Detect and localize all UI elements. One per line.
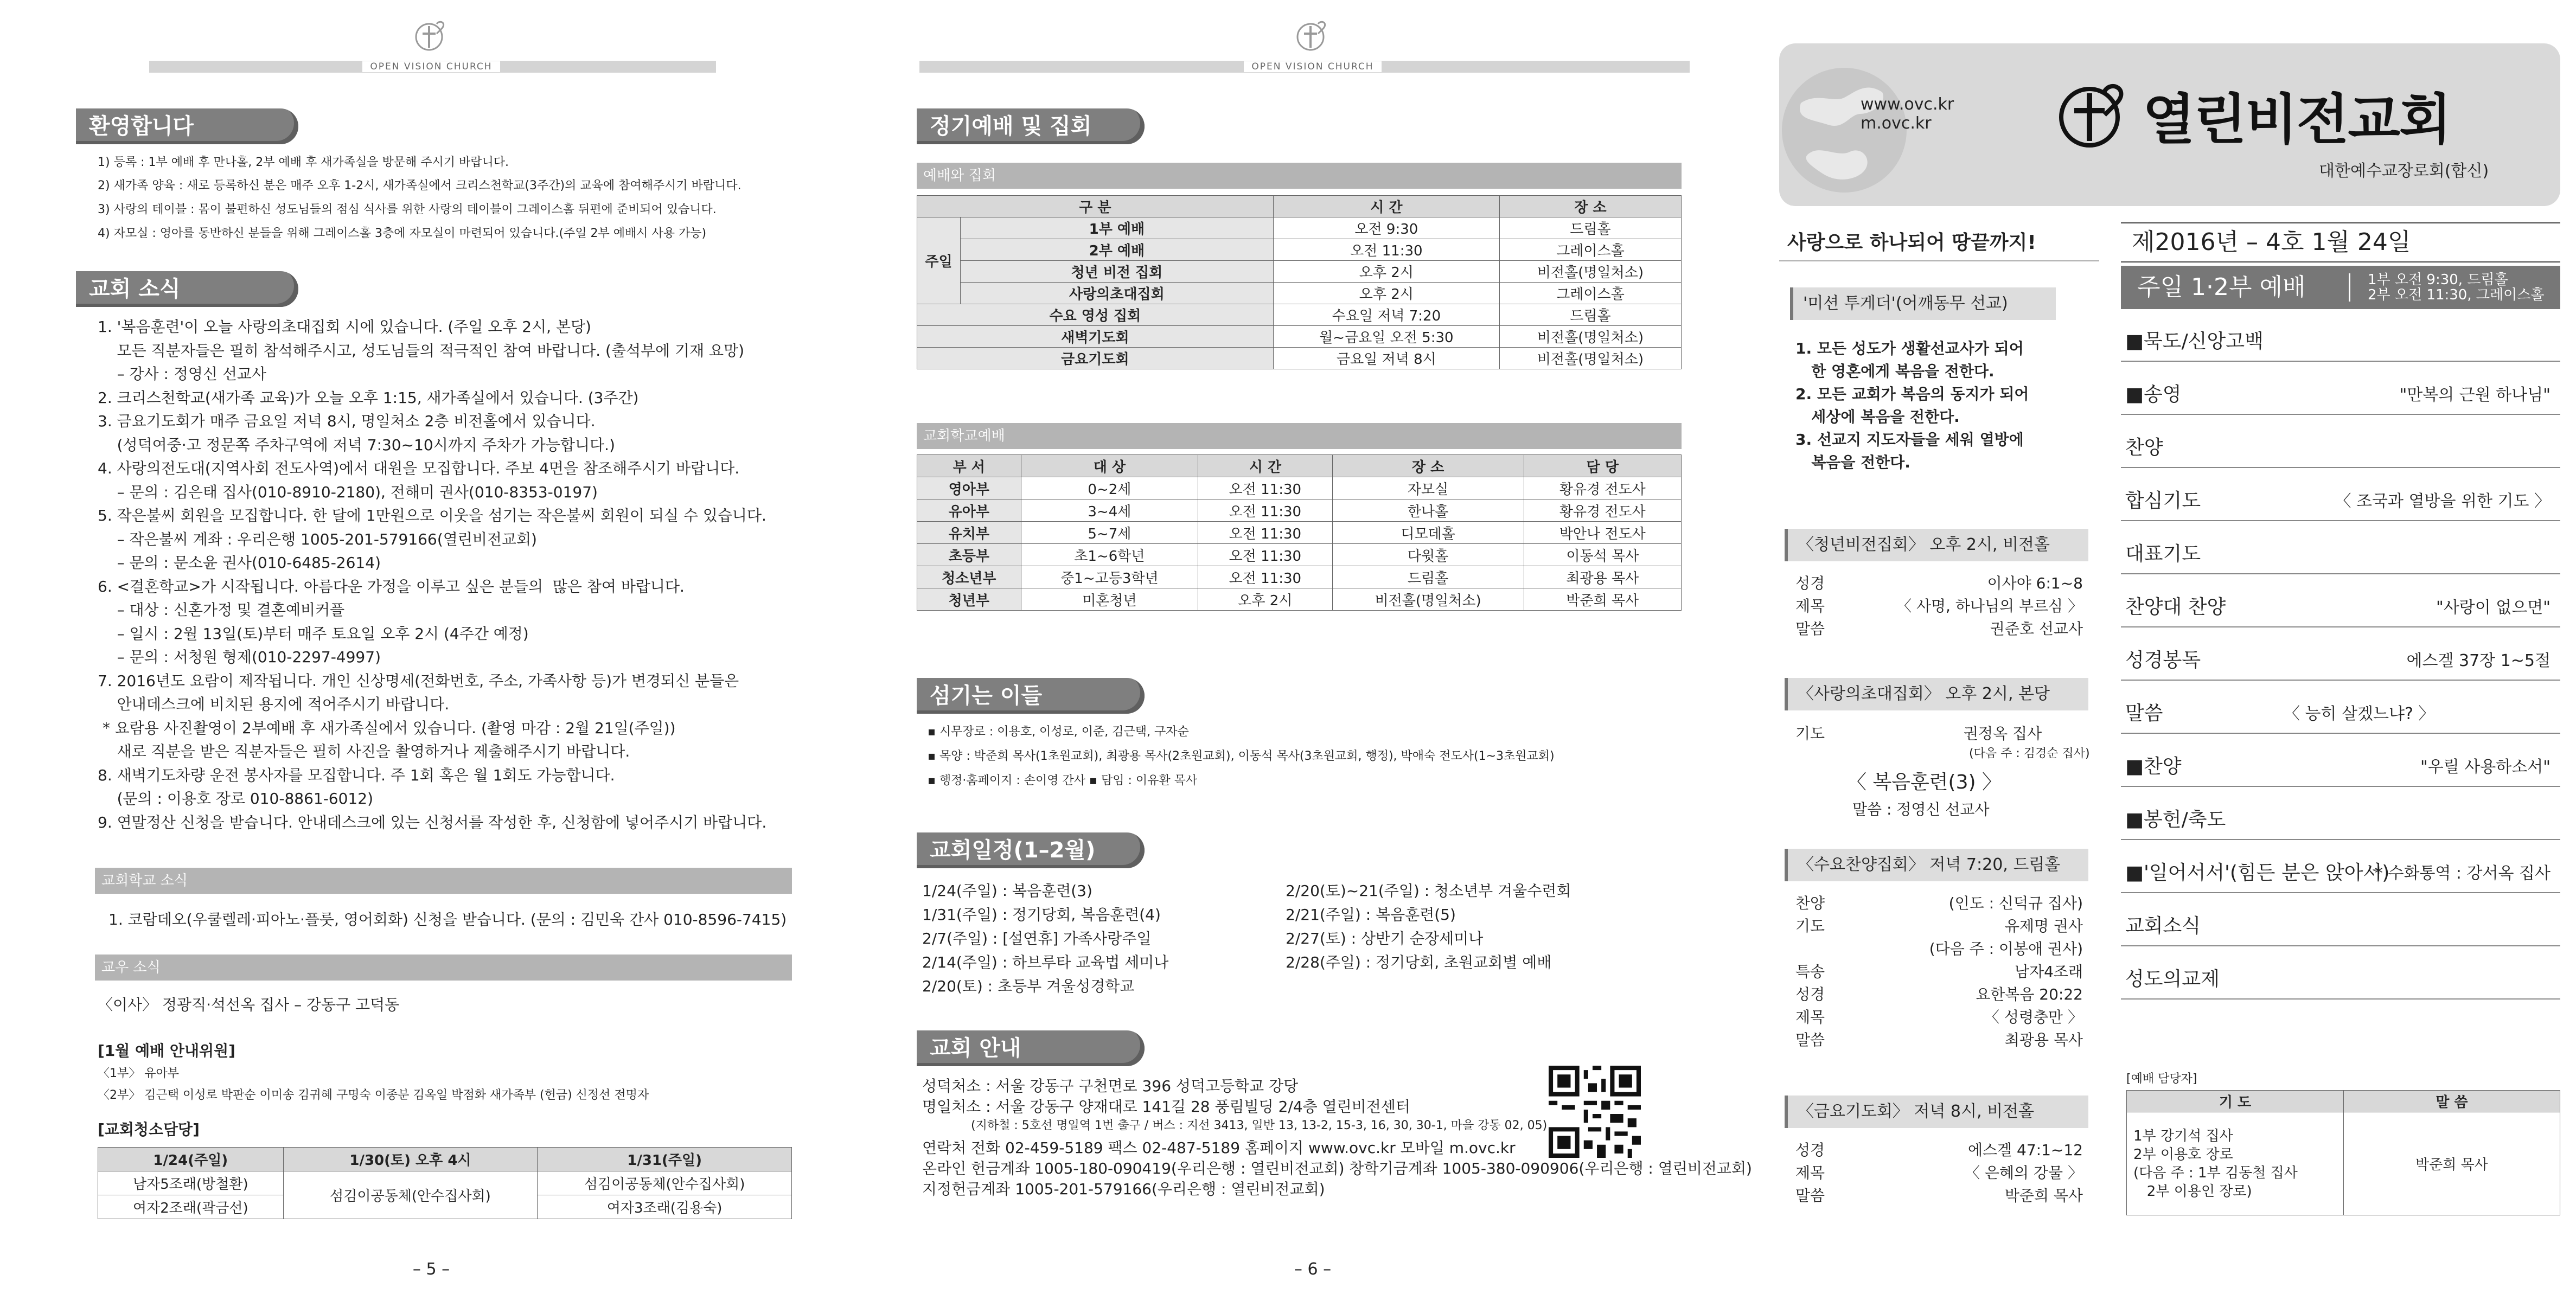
sch-cell: 5~7세 [1021, 522, 1198, 544]
member-subheading: 교우 소식 [95, 955, 792, 981]
divider [1779, 260, 2099, 261]
clean-cell: 여자2조래(곽금선) [98, 1195, 284, 1219]
worship-name: 사랑의초대집회 [961, 283, 1274, 304]
church-logo-icon [410, 16, 453, 54]
order-detail: 〈 조국과 열방을 위한 기도 〉 [2335, 492, 2551, 511]
clean-cell: 남자5조래(방철환) [98, 1171, 284, 1195]
school-worship-subheading: 교회학교예배 [917, 423, 1682, 449]
worship-place: 그레이스홀 [1499, 283, 1681, 304]
clean-cell: 섬김이공동체(안수집사회) [538, 1171, 792, 1195]
school-worship-table [917, 454, 1682, 611]
label: 말씀 [1795, 620, 1825, 638]
sch-head: 대 상 [1021, 455, 1198, 477]
calendar-item: 2/20(토)~21(주일) : 청소년부 겨울수련회 [1286, 882, 1571, 900]
mission-line: 3. 선교지 지도자들을 세워 열방에 [1795, 431, 2024, 449]
worship-place: 드림홀 [1499, 304, 1681, 326]
sch-dept: 초등부 [917, 544, 1021, 566]
news-line: (성덕여중·고 정문쪽 주차구역에 저녁 7:30~10시까지 주차가 가능합니다.) [98, 435, 615, 454]
news-line: – 일시 : 2월 13일(토)부터 매주 토요일 오후 2시 (4주간 예정) [98, 624, 529, 643]
order-row [2121, 578, 2560, 627]
inv-speaker: 말씀 : 정영신 선교사 [1852, 800, 1990, 818]
value: 최광용 목사 [2004, 1031, 2083, 1049]
sch-dept: 청년부 [917, 588, 1021, 611]
order-title: 〈 능히 살겠느냐? 〉 [2284, 704, 2435, 723]
sch-dept: 유아부 [917, 499, 1021, 522]
order-label: 합심기도 [2125, 490, 2201, 512]
worship-place: 그레이스홀 [1499, 239, 1681, 261]
label: 말씀 [1795, 1031, 1825, 1049]
sch-head: 시 간 [1198, 455, 1332, 477]
label: 성경 [1795, 574, 1825, 592]
duty-prayer-line: (다음 주 : 1부 김동철 집사 [2133, 1164, 2298, 1181]
servers-line: ▪ 행정·홈페이지 : 손이영 간사 ▪ 담임 : 이유환 목사 [928, 774, 1198, 787]
news-line: 5. 작은불씨 회원을 모집합니다. 한 달에 1만원으로 이웃을 섬기는 작은불씨 회원이 되실 수 있습니다. [98, 507, 766, 524]
guide-title: [1월 예배 안내위원] [98, 1042, 235, 1060]
sch-row [917, 588, 1682, 611]
sch-cell: 오전 11:30 [1198, 544, 1332, 566]
sch-cell: 자모실 [1332, 477, 1524, 499]
news-line: 4. 사랑의전도대(지역사회 전도사역)에서 대원을 모집합니다. 주보 4면을 참조해주시기 바랍니다. [98, 459, 740, 477]
value: 〈 은혜의 강물 〉 [1965, 1164, 2083, 1182]
sunday-label: 주일 [917, 217, 961, 304]
news-line: – 강사 : 정영신 선교사 [98, 365, 267, 383]
order-label: 말씀 [2125, 702, 2163, 725]
order-row [2121, 843, 2560, 893]
servers-line: ▪ 시무장로 : 이용호, 이성로, 이준, 김근택, 구자순 [928, 725, 1189, 739]
sch-cell: 황유경 전도사 [1524, 477, 1681, 499]
sch-cell: 0~2세 [1021, 477, 1198, 499]
clean-title: [교회청소담당] [98, 1120, 200, 1138]
info-line: 성덕처소 : 서울 강동구 구천면로 396 성덕고등학교 강당 [922, 1077, 1299, 1095]
duty-prayer-line: 1부 강기석 집사 [2133, 1128, 2233, 1144]
worship-place: 비전홀(명일처소) [1499, 348, 1681, 369]
label: 찬양 [1795, 894, 1825, 912]
order-row [2121, 524, 2560, 574]
sch-cell: 박준희 목사 [1524, 588, 1681, 611]
church-en-name: OPEN VISION CHURCH [862, 61, 1763, 73]
worship-time: 금요일 저녁 8시 [1273, 348, 1499, 369]
calendar-item: 2/28(주일) : 정기당회, 초원교회별 예배 [1286, 953, 1552, 971]
value: 〈 사명, 하나님의 부르심 〉 [1896, 597, 2083, 615]
sch-dept: 유치부 [917, 522, 1021, 544]
news-line: 8. 새벽기도차량 운전 봉사자를 모집합니다. 주 1회 혹은 월 1회도 가능합니다. [98, 766, 615, 784]
sch-cell: 오전 11:30 [1198, 522, 1332, 544]
order-row [2121, 684, 2560, 734]
worship-head: 장 소 [1499, 196, 1681, 217]
worship-time: 월~금요일 오전 5:30 [1273, 326, 1499, 348]
welcome-line: 3) 사랑의 테이블 : 몸이 불편하신 성도님들의 점심 식사를 위한 사랑의 테이블이 그레이스홀 뒤편에 준비되어 있습니다. [98, 203, 717, 216]
sch-cell: 오후 2시 [1198, 588, 1332, 611]
worship-name: 금요기도회 [917, 348, 1274, 369]
value: 남자4조래 [2014, 963, 2083, 981]
worship-time: 오후 2시 [1273, 261, 1499, 283]
school-news: 1. 코람데오(우쿨렐레·피아노·플룻, 영어회화) 신청을 받습니다. (문의 : 김민욱 간사 010-8596-7415) [108, 911, 787, 928]
denomination: 대한예수교장로회(합신) [2319, 162, 2489, 181]
calendar-item: 1/31(주일) : 정기당회, 복음훈련(4) [922, 906, 1161, 924]
sch-cell: 미혼청년 [1021, 588, 1198, 611]
order-row [2121, 896, 2560, 946]
order-detail: "우릴 사용하소서" [2420, 758, 2551, 777]
news-heading: 교회 소식 [76, 271, 298, 307]
duty-prayer [2127, 1112, 2344, 1215]
order-row [2121, 790, 2560, 840]
wednesday-heading: 〈수요찬양집회〉 저녁 7:20, 드림홀 [1785, 849, 2088, 881]
sch-cell: 중1~고등3학년 [1021, 566, 1198, 588]
sch-cell: 오전 11:30 [1198, 566, 1332, 588]
label: 말씀 [1795, 1187, 1825, 1205]
news-line: 모든 직분자들은 필히 참석해주시고, 성도님들의 적극적인 참여 바랍니다. (출석부에 기재 요망) [98, 341, 745, 360]
sch-cell: 드림홀 [1332, 566, 1524, 588]
order-row [2121, 950, 2560, 1000]
calendar-item: 2/21(주일) : 복음훈련(5) [1286, 906, 1456, 924]
news-line: 2. 크리스천학교(새가족 교육)가 오늘 오후 1:15, 새가족실에서 있습니다. (3주간) [98, 388, 639, 407]
info-line: (지하철 : 5호선 명일역 1번 출구 / 버스 : 지선 3413, 일반 13, 13-2, 15-3, 16, 30, 30-1, 마을 강동 02, 05) [971, 1119, 1548, 1132]
value: 에스겔 47:1~12 [1967, 1141, 2083, 1159]
calendar-item: 2/14(주일) : 하브루타 교육법 세미나 [922, 953, 1169, 971]
mission-heading: '미션 투게더'(어깨동무 선교) [1790, 287, 2056, 320]
guide-line: 〈1부〉 유아부 [98, 1067, 179, 1080]
invitation-heading: 〈사랑의초대집회〉 오후 2시, 본당 [1785, 678, 2088, 710]
news-line: – 대상 : 신혼가정 및 결혼예비커플 [98, 601, 345, 619]
worship-head: 시 간 [1273, 196, 1499, 217]
sch-cell: 다윗홀 [1332, 544, 1524, 566]
news-line: 7. 2016년도 요람이 제작됩니다. 개인 신상명세(전화번호, 주소, 가족사항 등)가 변경되신 분들은 [98, 671, 739, 690]
news-line: – 문의 : 문소윤 권사(010-6485-2614) [98, 554, 381, 572]
page-header [0, 16, 862, 76]
order-row [2121, 312, 2560, 362]
duty-head: 기 도 [2127, 1091, 2344, 1112]
label: 제목 [1795, 597, 1825, 615]
mission-line: 한 영혼에게 복음을 전한다. [1795, 362, 1995, 380]
value: 이사야 6:1~8 [1987, 574, 2083, 592]
order-label: ■봉헌/축도 [2125, 809, 2226, 831]
news-line: 9. 연말정산 신청을 받습니다. 안내데스크에 있는 신청서를 작성한 후, 신청함에 넣어주시기 바랍니다. [98, 813, 767, 831]
sch-row [917, 522, 1682, 544]
mission-line: 세상에 복음을 전한다. [1795, 408, 1960, 426]
duty-prayer-line: 2부 이용인 장로) [2133, 1183, 2252, 1200]
order-label: 성도의교제 [2125, 968, 2220, 990]
duty-sermon: 박준희 목사 [2344, 1112, 2560, 1215]
worship-table [917, 195, 1682, 369]
label: 제목 [1795, 1008, 1825, 1026]
worship-head: 구 분 [917, 196, 1274, 217]
church-name: 열린비전교회 [2143, 88, 2451, 151]
page-number: – 5 – [412, 1260, 450, 1279]
sch-row [917, 544, 1682, 566]
sch-cell: 이동석 목사 [1524, 544, 1681, 566]
value: 권준호 선교사 [1990, 620, 2083, 638]
order-label: 성경봉독 [2125, 649, 2201, 671]
news-line: 3. 금요기도회가 매주 금요일 저녁 8시, 명일처소 2층 비전홀에서 있습니다. [98, 412, 596, 430]
sch-cell: 디모데홀 [1332, 522, 1524, 544]
page-6 [862, 0, 1763, 1294]
friday-heading: 〈금요기도회〉 저녁 8시, 비전홀 [1785, 1096, 2088, 1128]
member-news: 〈이사〉 정광직·석선옥 집사 – 강동구 고덕동 [98, 996, 400, 1014]
order-label: 교회소식 [2125, 915, 2201, 937]
worship-name: 2부 예배 [961, 239, 1274, 261]
worship-place: 비전홀(명일처소) [1499, 326, 1681, 348]
order-row [2121, 418, 2560, 468]
mission-line: 2. 모든 교회가 복음의 동지가 되어 [1795, 385, 2029, 403]
calendar-item: 2/7(주일) : [설연휴] 가족사랑주일 [922, 930, 1152, 947]
sch-head: 부 서 [917, 455, 1021, 477]
label: 성경 [1795, 1141, 1825, 1159]
website-url: www.ovc.kr [1861, 95, 1954, 114]
duty-title: [예배 담당자] [2126, 1072, 2197, 1086]
news-line: * 요람용 사진촬영이 2부예배 후 새가족실에서 있습니다. (촬영 마감 : 2월 21일(주일)) [98, 719, 676, 737]
worship-place: 드림홀 [1499, 217, 1681, 239]
info-line: 온라인 헌금계좌 1005-180-090419(우리은행 : 열린비전교회) 창학기금계좌 1005-380-090906(우리은행 : 열린비전교회) [922, 1160, 1752, 1177]
worship-name: 새벽기도회 [917, 326, 1274, 348]
label: 성경 [1795, 985, 1825, 1003]
order-label: 찬양대 찬양 [2125, 596, 2226, 618]
sch-cell: 황유경 전도사 [1524, 499, 1681, 522]
inv-label: 기도 [1795, 725, 1825, 742]
sch-dept: 청소년부 [917, 566, 1021, 588]
order-row [2121, 631, 2560, 681]
sch-cell: 비전홀(명일처소) [1332, 588, 1524, 611]
sch-cell: 오전 11:30 [1198, 499, 1332, 522]
worship-heading: 정기예배 및 집회 [917, 108, 1145, 144]
worship-place: 비전홀(명일처소) [1499, 261, 1681, 283]
sch-cell: 최광용 목사 [1524, 566, 1681, 588]
church-logo-icon [1291, 16, 1334, 54]
value: 박준희 목사 [2004, 1187, 2083, 1205]
news-line: 새로 직분을 받은 직분자들은 필히 사진을 촬영하거나 제출해주시기 바랍니다. [98, 742, 630, 760]
value: (다음 주 : 이봉애 권사) [1929, 940, 2083, 958]
page-header [862, 16, 1763, 76]
value: 유제명 권사 [2004, 917, 2083, 935]
duty-prayer-line: 2부 이용호 장로 [2133, 1146, 2233, 1163]
clean-head: 1/30(토) 오후 4시 [283, 1148, 538, 1171]
worship-time: 오전 9:30 [1273, 217, 1499, 239]
welcome-heading: 환영합니다 [76, 108, 298, 144]
calendar-item: 2/20(토) : 초등부 겨울성경학교 [922, 977, 1135, 995]
worship-name: 수요 영성 집회 [917, 304, 1274, 326]
news-line: – 문의 : 서청원 형제(010-2297-4997) [98, 648, 381, 666]
welcome-line: 1) 등록 : 1부 예배 후 만나홀, 2부 예배 후 새가족실을 방문해 주시기 바랍니다. [98, 156, 509, 169]
welcome-line: 2) 새가족 양육 : 새로 등록하신 분은 매주 오후 1-2시, 새가족실에서 크리스천학교(3주간)의 교육에 참여해주시기 바랍니다. [98, 179, 742, 193]
order-label: ■'일어서서'(힘든 분은 앉아서) [2125, 862, 2390, 884]
school-subheading: 교회학교 소식 [95, 868, 792, 894]
info-line: 지정헌금계좌 1005-201-579166(우리은행 : 열린비전교회) [922, 1180, 1325, 1198]
issue-title: 제2016년 – 4호 1월 24일 [2121, 222, 2560, 262]
page-cover [1763, 0, 2576, 1294]
order-detail: * 수화통역 : 강서옥 집사 [2374, 864, 2551, 883]
service-time-1: 1부 오전 9:30, 드림홀 [2368, 272, 2508, 288]
sch-row [917, 499, 1682, 522]
sch-cell: 초1~6학년 [1021, 544, 1198, 566]
calendar-item: 1/24(주일) : 복음훈련(3) [922, 882, 1092, 900]
servers-heading: 섬기는 이들 [917, 678, 1145, 714]
order-label: 찬양 [2125, 437, 2163, 459]
order-detail: "사랑이 없으면" [2436, 598, 2551, 617]
inv-sermon: 〈 복음훈련(3) 〉 [1847, 771, 2002, 793]
order-row [2121, 737, 2560, 787]
news-line: – 문의 : 김은태 집사(010-8910-2180), 전해미 권사(010-8353-0197) [98, 483, 598, 501]
value: 〈 성령충만 〉 [1984, 1008, 2083, 1026]
mission-line: 1. 모든 성도가 생활선교사가 되어 [1795, 339, 2024, 357]
news-line: 6. <결혼학교>가 시작됩니다. 아름다운 가정을 이루고 싶은 분들의 많은 참여 바랍니다. [98, 577, 685, 595]
inv-value: 권정옥 집사 [1964, 725, 2042, 742]
info-line: 연락처 전화 02-459-5189 팩스 02-487-5189 홈페이지 www.ovc.kr 모바일 m.ovc.kr [922, 1139, 1516, 1157]
news-line: – 작은불씨 계좌 : 우리은행 1005-201-579166(열린비전교회) [98, 530, 537, 548]
duty-table [2126, 1090, 2560, 1215]
motto: 사랑으로 하나되어 땅끝까지! [1787, 232, 2036, 254]
value: 요한복음 20:22 [1976, 985, 2083, 1003]
clean-cell: 섬김이공동체(안수집사회) [283, 1171, 538, 1219]
sch-row [917, 477, 1682, 499]
worship-name: 청년 비전 집회 [961, 261, 1274, 283]
church-logo-icon [2050, 73, 2137, 155]
order-label: ■송영 [2125, 383, 2182, 406]
worship-name: 1부 예배 [961, 217, 1274, 239]
sch-cell: 오전 11:30 [1198, 477, 1332, 499]
value: (인도 : 신덕규 집사) [1948, 894, 2083, 912]
qr-code-icon [1549, 1066, 1641, 1158]
mobile-url: m.ovc.kr [1861, 114, 1932, 133]
page-5 [0, 0, 862, 1294]
mission-line: 복음을 전한다. [1795, 453, 1910, 471]
sch-cell: 박안나 전도사 [1524, 522, 1681, 544]
welcome-line: 4) 자모실 : 영아를 동반하신 분들을 위해 그레이스홀 3층에 자모실이 마련되어 있습니다.(주일 2부 예배시 사용 가능) [98, 227, 707, 240]
sch-head: 장 소 [1332, 455, 1524, 477]
clean-head: 1/31(주일) [538, 1148, 792, 1171]
worship-time: 오후 2시 [1273, 283, 1499, 304]
divider [2349, 273, 2350, 302]
service-name: 주일 1·2부 예배 [2137, 273, 2306, 301]
label: 기도 [1795, 917, 1825, 935]
service-time-2: 2부 오전 11:30, 그레이스홀 [2368, 287, 2545, 303]
order-label: ■묵도/신앙고백 [2125, 330, 2264, 353]
order-detail: 에스겔 37장 1~5절 [2406, 651, 2551, 670]
clean-head: 1/24(주일) [98, 1148, 284, 1171]
sch-cell: 한나홀 [1332, 499, 1524, 522]
service-banner [2121, 266, 2560, 309]
label: 제목 [1795, 1164, 1825, 1182]
info-heading: 교회 안내 [917, 1030, 1145, 1066]
worship-subheading: 예배와 집회 [917, 163, 1682, 189]
duty-head: 말 씀 [2344, 1091, 2560, 1112]
inv-next: (다음 주 : 김경순 집사) [1969, 747, 2090, 760]
order-label: 대표기도 [2125, 543, 2201, 565]
clean-table [98, 1147, 792, 1219]
youth-heading: 〈청년비전집회〉 오후 2시, 비전홀 [1785, 529, 2088, 561]
label: 특송 [1795, 963, 1825, 981]
servers-line: ▪ 목양 : 박준희 목사(1초원교회), 최광용 목사(2초원교회), 이동석 목사(3초원교회, 행정), 박애숙 전도사(1~3초원교회) [928, 750, 1555, 763]
sch-cell: 3~4세 [1021, 499, 1198, 522]
page-number: – 6 – [1294, 1260, 1332, 1279]
news-line: 1. '복음훈련'이 오늘 사랑의초대집회 시에 있습니다. (주일 오후 2시, 본당) [98, 318, 591, 336]
order-detail: "만복의 근원 하나님" [2399, 386, 2551, 405]
news-line: (문의 : 이용호 장로 010-8861-6012) [98, 790, 373, 808]
worship-time: 수요일 저녁 7:20 [1273, 304, 1499, 326]
order-label: ■찬양 [2125, 755, 2182, 778]
news-line: 안내데스크에 비치된 용지에 적어주시기 바랍니다. [98, 695, 450, 713]
calendar-item: 2/27(토) : 상반기 순장세미나 [1286, 930, 1484, 947]
worship-time: 오전 11:30 [1273, 239, 1499, 261]
sch-dept: 영아부 [917, 477, 1021, 499]
clean-cell: 여자3조래(김용숙) [538, 1195, 792, 1219]
info-line: 명일처소 : 서울 강동구 양재대로 141길 28 풍림빌딩 2/4층 열린비전센터 [922, 1098, 1410, 1116]
guide-line: 〈2부〉 김근택 이성로 박판순 이미송 김귀혜 구명숙 이종분 김옥일 박점화 새가족부 (헌금) 신정선 전명자 [98, 1088, 649, 1102]
sch-row [917, 566, 1682, 588]
calendar-heading: 교회일정(1–2월) [917, 832, 1145, 868]
sch-head: 담 당 [1524, 455, 1681, 477]
order-row [2121, 471, 2560, 521]
church-en-name: OPEN VISION CHURCH [0, 61, 862, 73]
order-row [2121, 365, 2560, 415]
